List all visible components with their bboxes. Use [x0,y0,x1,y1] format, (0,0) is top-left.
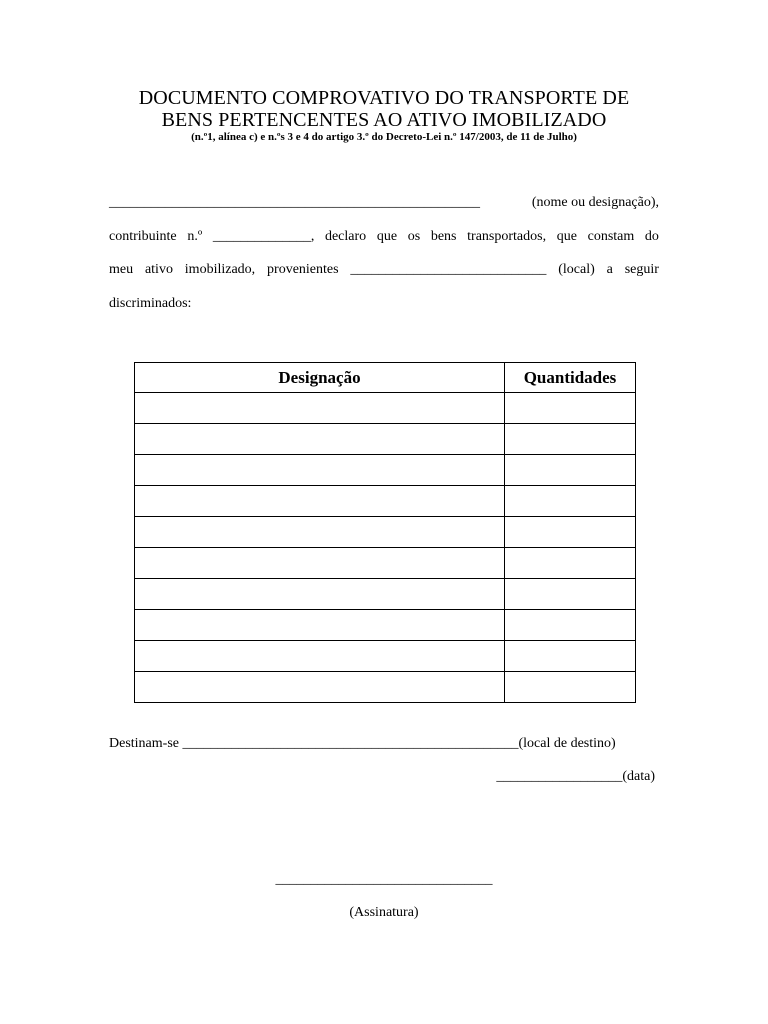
signature-line[interactable]: _______________________________ [275,872,493,887]
quantity-cell[interactable] [505,579,636,610]
quantity-cell[interactable] [505,517,636,548]
designation-cell[interactable] [135,486,505,517]
date-suffix: (data) [622,769,655,784]
designation-cell[interactable] [135,455,505,486]
table-header-row [135,363,636,393]
legal-reference-subtitle: (n.º1, alínea c) e n.ºs 3 e 4 do artigo 3.º do Decreto-Lei n.º 147/2003, de 11 de Julho) [191,131,577,143]
word: do [644,229,659,244]
word: declaro [324,229,367,244]
word: (local) [558,262,595,277]
name-blank[interactable]: _____________________________________________________ [109,195,480,210]
designation-cell[interactable] [135,548,505,579]
quantity-cell[interactable] [505,424,636,455]
table-row [135,393,636,424]
designation-cell[interactable] [135,517,505,548]
column-header-quantities: Quantidades [505,363,636,393]
table-row [135,672,636,703]
destination-suffix: (local de destino) [518,736,616,751]
destination-label: Destinam-se [109,736,179,751]
name-label: (nome ou designação), [531,195,659,210]
word: provenientes [267,262,339,277]
quantity-cell[interactable] [505,672,636,703]
word: ativo [144,262,173,277]
word: meu [109,262,134,277]
date-blank[interactable]: __________________ [496,769,623,784]
word: transportados, [467,229,547,244]
document-title-line-2: BENS PERTENCENTES AO ATIVO IMOBILIZADO [161,109,607,131]
table-row [135,517,636,548]
table-row [135,579,636,610]
word: constam [587,229,635,244]
designation-cell[interactable] [135,610,505,641]
quantity-cell[interactable] [505,610,636,641]
quantity-cell[interactable] [505,641,636,672]
word: bens [430,229,457,244]
table-row [135,424,636,455]
quantity-cell[interactable] [505,393,636,424]
designation-cell[interactable] [135,672,505,703]
assets-table [134,362,636,703]
date-line [496,769,655,785]
word: a [606,262,613,277]
declaration-line-name [109,195,659,211]
word: contribuinte [109,229,177,244]
word: seguir [624,262,659,277]
quantity-cell[interactable] [505,486,636,517]
declaration-line-taxpayer [109,229,659,245]
origin-location-blank[interactable]: ____________________________ [350,262,547,277]
declaration-line-discriminated: discriminados: [109,296,192,311]
table-row [135,486,636,517]
table-row [135,610,636,641]
signature-label: (Assinatura) [349,905,419,920]
document-title-line-1: DOCUMENTO COMPROVATIVO DO TRANSPORTE DE [138,87,630,109]
word: imobilizado, [184,262,256,277]
table-row [135,548,636,579]
column-header-designation: Designação [135,363,505,393]
quantity-cell[interactable] [505,455,636,486]
word: os [407,229,421,244]
word: que [376,229,398,244]
quantity-cell[interactable] [505,548,636,579]
word: que [556,229,577,244]
table-row [135,455,636,486]
declaration-line-origin [109,262,659,278]
table-row [135,641,636,672]
designation-cell[interactable] [135,393,505,424]
designation-cell[interactable] [135,579,505,610]
taxpayer-number-blank[interactable]: ______________, [212,229,315,244]
destination-line [109,736,657,752]
destination-blank[interactable]: ________________________________________________ [182,736,519,751]
designation-cell[interactable] [135,641,505,672]
word: n.º [187,229,203,244]
designation-cell[interactable] [135,424,505,455]
